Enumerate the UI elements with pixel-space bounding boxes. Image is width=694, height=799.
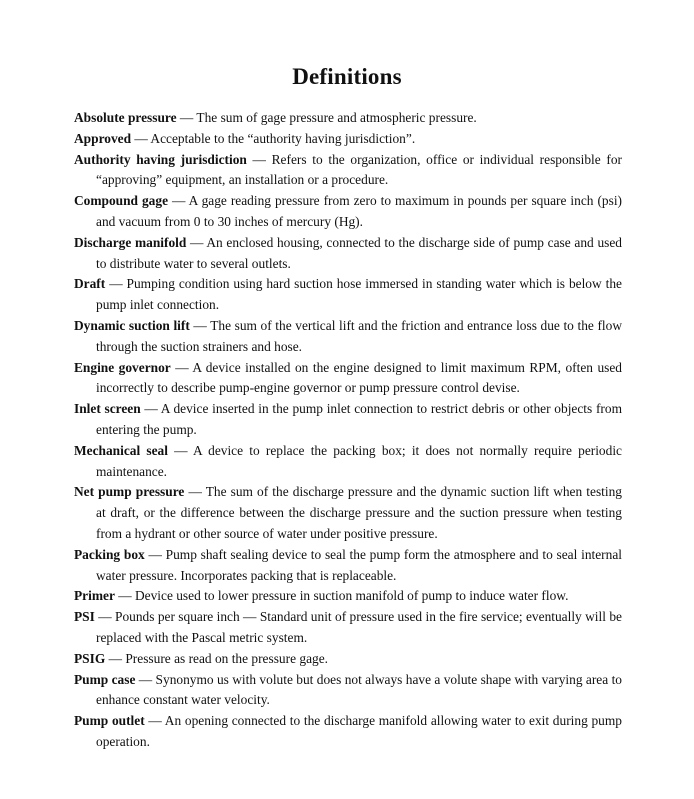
definition-item: [74, 586, 622, 607]
definition-term: Authority having jurisdiction: [74, 151, 247, 167]
definition-term: Engine governor: [74, 359, 171, 375]
definition-item: [74, 233, 622, 275]
definition-term: Approved: [74, 130, 132, 146]
definition-item: [74, 545, 622, 587]
definition-item: [74, 274, 622, 316]
definition-term: Mechanical seal: [74, 442, 168, 458]
definition-item: [74, 607, 622, 649]
definition-text: — Pressure as read on the pressure gage.: [105, 650, 328, 666]
definition-text: — The sum of the vertical lift and the friction and entrance loss due to the flow through the suction strainers and hose.: [96, 317, 622, 354]
definition-term: Inlet screen: [74, 401, 141, 417]
definition-text: — Refers to the organization, office or individual responsible for “approving” equipment, an installation or a procedure.: [96, 151, 622, 188]
definition-text: — A device to replace the packing box; it does not normally require periodic maintenance.: [96, 442, 622, 479]
definition-item: [74, 150, 622, 192]
definition-item: [74, 441, 622, 483]
definitions-list: [74, 108, 622, 753]
definition-text: — The sum of gage pressure and atmospheric pressure.: [176, 110, 477, 125]
definition-term: Compound gage: [74, 193, 169, 209]
definition-term: Dynamic suction lift: [74, 317, 190, 333]
definition-item: [74, 316, 622, 358]
definition-item: [74, 129, 622, 150]
definition-item: [74, 399, 622, 441]
definition-term: Pump outlet: [74, 713, 145, 729]
definition-text: — Acceptable to the “authority having jurisdiction”.: [131, 130, 416, 146]
definition-term: Absolute pressure: [74, 110, 177, 125]
definition-term: PSI: [74, 609, 95, 625]
definition-item: [74, 358, 622, 400]
definition-item: [74, 108, 622, 129]
definition-item: [74, 191, 622, 233]
page-title: Definitions: [292, 64, 402, 89]
definition-item: [74, 649, 622, 670]
definition-text: — A device inserted in the pump inlet connection to restrict debris or other objects from entering the pump.: [96, 401, 622, 437]
definition-term: Packing box: [74, 546, 145, 562]
definition-text: — Pounds per square inch — Standard unit of pressure used in the fire service; eventually will be replaced with the Pascal metric system.: [94, 609, 622, 645]
definition-term: PSIG: [74, 650, 106, 666]
definition-text: — Synonymo us with volute but does not always have a volute shape with varying area to enhance constant water velocity.: [96, 671, 622, 708]
definition-text: — An enclosed housing, connected to the discharge side of pump case and used to distribute water to several outlets.: [96, 234, 622, 271]
definition-term: Draft: [74, 276, 106, 292]
definition-text: — A device installed on the engine designed to limit maximum RPM, often used incorrectly to describe pump-engine governor or pump pressure control devise.: [96, 359, 622, 396]
definition-item: [74, 670, 622, 712]
definition-term: Primer: [74, 588, 115, 604]
definition-item: [74, 482, 622, 544]
definition-term: Net pump pressure: [74, 484, 185, 500]
definition-text: — Pump shaft sealing device to seal the pump form the atmosphere and to seal internal water pressure. Incorporates packing that is replaceable.: [96, 546, 622, 583]
definition-term: Discharge manifold: [74, 234, 187, 250]
definition-item: [74, 711, 622, 753]
definition-term: Pump case: [74, 671, 136, 687]
definition-text: — Pumping condition using hard suction hose immersed in standing water which is below the pump inlet connection.: [96, 276, 622, 313]
definition-text: — A gage reading pressure from zero to maximum in pounds per square inch (psi) and vacuum from 0 to 30 inches of mercury (Hg).: [96, 193, 622, 229]
definition-text: — Device used to lower pressure in suction manifold of pump to induce water flow.: [114, 588, 569, 604]
definition-text: — An opening connected to the discharge manifold allowing water to exit during pump operation.: [96, 713, 622, 749]
definition-text: — The sum of the discharge pressure and the dynamic suction lift when testing at draft, or the difference between the discharge pressure and the suction pressure when testing from a hydrant or other source of water under positive pressure.: [96, 484, 623, 541]
